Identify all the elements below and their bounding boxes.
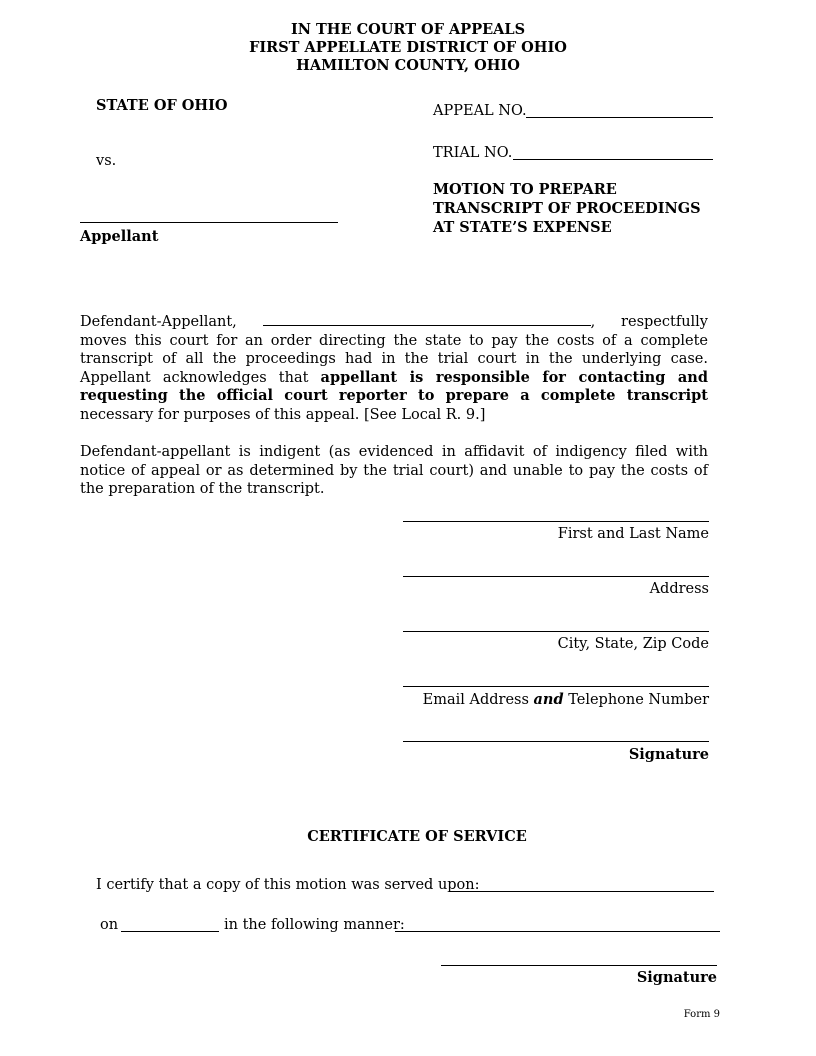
- p1-end: necessary for purposes of this appeal. [See Local R. 9.]: [80, 406, 486, 423]
- contact-phone-text: Telephone Number: [563, 692, 709, 708]
- service-date-field[interactable]: [121, 931, 219, 932]
- p1-bold: appellant is responsible for contacting and requesting the official court reporter to prepare a complete transcript: [80, 368, 708, 405]
- court-district: FIRST APPELLATE DISTRICT OF OHIO: [249, 39, 567, 56]
- contact-and-text: and: [533, 691, 564, 708]
- court-name: IN THE COURT OF APPEALS: [290, 21, 526, 38]
- appellant-name-line[interactable]: [80, 222, 338, 223]
- certificate-title: CERTIFICATE OF SERVICE: [307, 828, 527, 845]
- indigency-paragraph: Defendant-appellant is indigent (as evidenced in affidavit of indigency filed with notice of appeal or as determined by the trial court) and unable to pay the costs of the preparation of the transcript.: [80, 444, 708, 498]
- on-text: on: [100, 917, 119, 933]
- manner-text: in the following manner:: [224, 917, 405, 933]
- address-label: Address: [649, 581, 709, 597]
- appeal-no-label: APPEAL NO.: [433, 103, 527, 119]
- contact-line[interactable]: [403, 686, 709, 687]
- appellant-label: Appellant: [80, 228, 159, 245]
- service-manner-field[interactable]: [395, 931, 720, 932]
- versus-label: vs.: [96, 153, 117, 169]
- contact-email-text: Email Address: [422, 692, 534, 708]
- trial-no-label: TRIAL NO.: [433, 145, 513, 161]
- served-upon-field[interactable]: [449, 891, 714, 892]
- form-number: Form 9: [683, 1009, 720, 1020]
- certificate-signature-label: Signature: [636, 969, 717, 986]
- motion-title-line2: TRANSCRIPT OF PROCEEDINGS: [433, 200, 701, 217]
- city-label: City, State, Zip Code: [557, 636, 709, 652]
- motion-paragraph: [80, 312, 708, 425]
- name-label: First and Last Name: [557, 526, 709, 542]
- motion-title: [433, 180, 701, 237]
- party-state: STATE OF OHIO: [96, 97, 228, 114]
- served-text: I certify that a copy of this motion was served upon:: [96, 877, 480, 893]
- signature-label: Signature: [628, 746, 709, 763]
- name-line[interactable]: [403, 521, 709, 522]
- court-county: HAMILTON COUNTY, OHIO: [296, 57, 520, 74]
- address-line[interactable]: [403, 576, 709, 577]
- contact-label: [423, 691, 709, 708]
- trial-no-field[interactable]: [513, 159, 713, 160]
- defendant-name-field[interactable]: [263, 312, 591, 326]
- appeal-no-field[interactable]: [526, 117, 713, 118]
- signature-line[interactable]: [403, 741, 709, 742]
- certificate-signature-line[interactable]: [441, 965, 717, 966]
- city-line[interactable]: [403, 631, 709, 632]
- motion-title-line3: AT STATE’S EXPENSE: [433, 219, 612, 236]
- p1-start: Defendant-Appellant,: [80, 314, 237, 330]
- motion-title-line1: MOTION TO PREPARE: [433, 181, 617, 198]
- p1-after-blank: , respectfully moves this court for an order directing the state to pay the costs of a complete transcript of all the proceedings had in the trial court in the underlying case. Appellant acknowledges that: [80, 314, 708, 386]
